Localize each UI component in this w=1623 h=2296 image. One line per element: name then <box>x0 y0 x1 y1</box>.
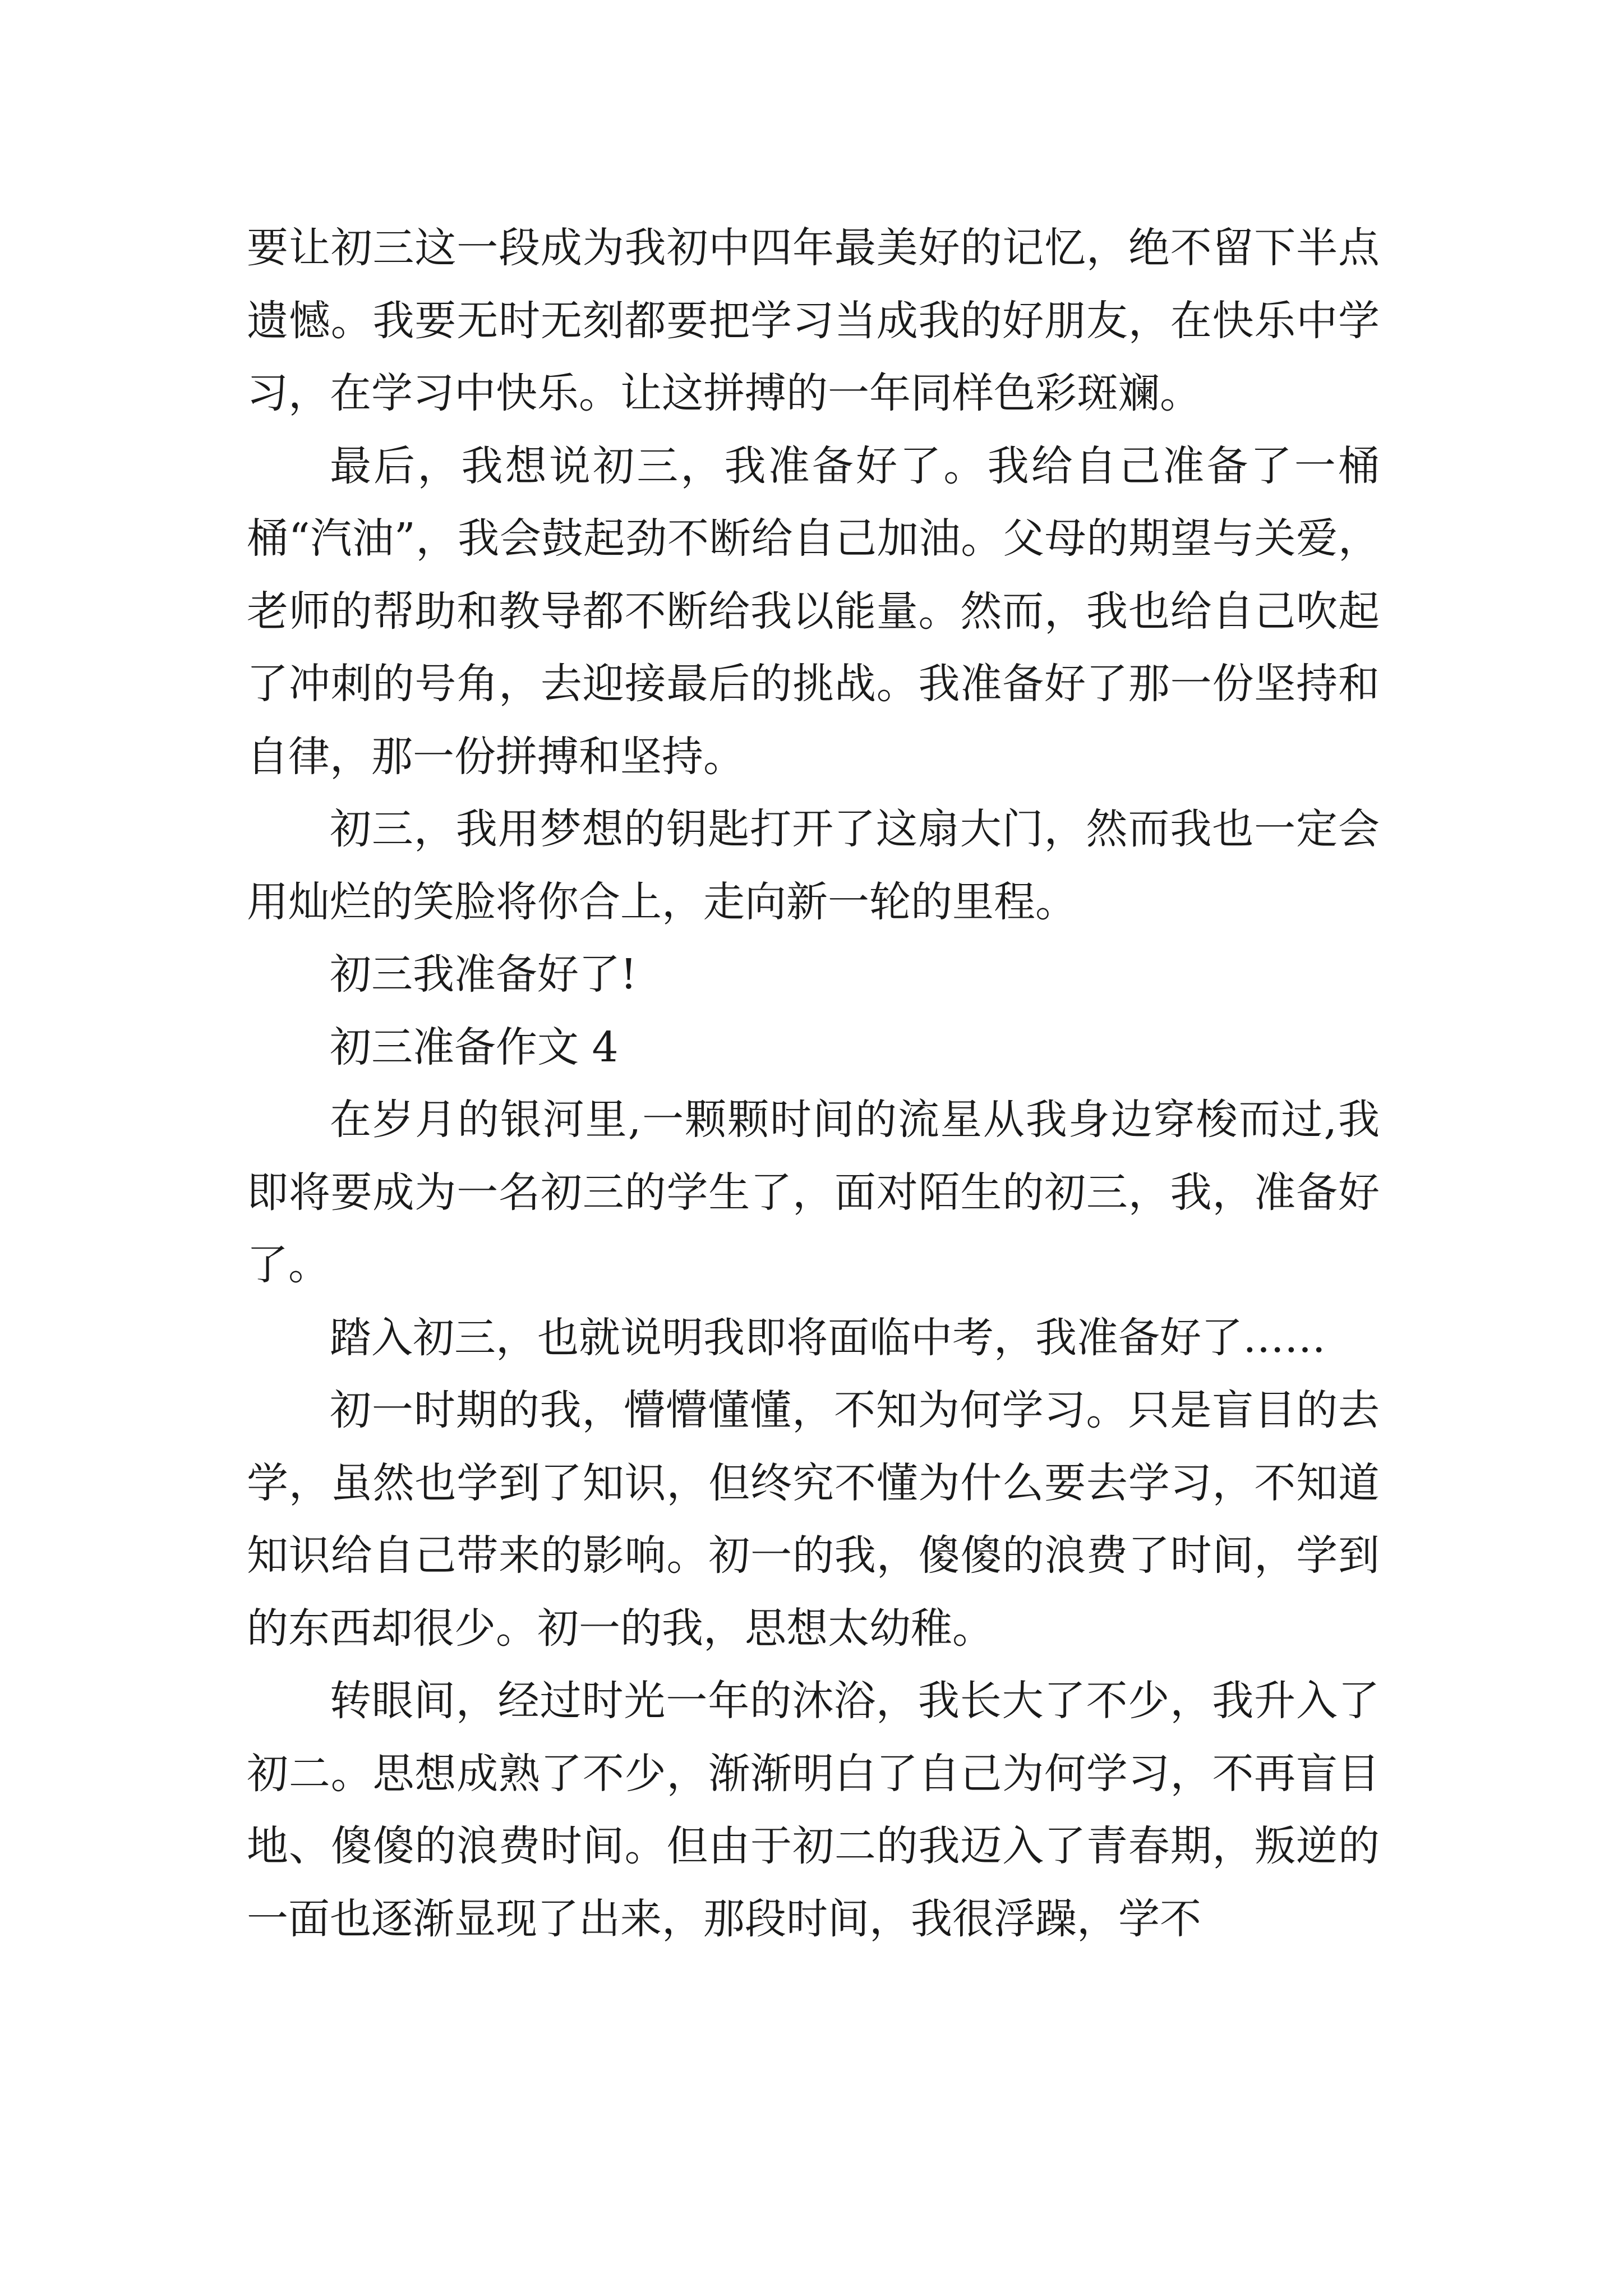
section-heading: 初三准备作文 4 <box>330 1023 619 1071</box>
paragraph: 转眼间，经过时光一年的沐浴，我长大了不少，我升入了初二。思想成熟了不少，渐渐明白了自己为何学习，不再盲目地、傻傻的浪费时间。但由于初二的我迈入了青春期，叛逆的一面也逐渐显现了出来，那段时间，我很浮躁，学不 <box>247 1677 1380 1943</box>
paragraph: 初三，我用梦想的钥匙打开了这扇大门，然而我也一定会用灿烂的笑脸将你合上，走向新一轮的里程。 <box>247 805 1380 926</box>
paragraph: 踏入初三，也就说明我即将面临中考，我准备好了…… <box>330 1313 1326 1362</box>
paragraph: 初一时期的我，懵懵懂懂，不知为何学习。只是盲目的去学，虽然也学到了知识，但终究不懂为什么要去学习，不知道知识给自己带来的影响。初一的我，傻傻的浪费了时间，学到的东西却很少。初一的我，思想太幼稚。 <box>247 1386 1380 1653</box>
paragraph: 要让初三这一段成为我初中四年最美好的记忆，绝不留下半点遗憾。我要无时无刻都要把学习当成我的好朋友，在快乐中学习，在学习中快乐。让这拼搏的一年同样色彩斑斓。 <box>247 224 1380 417</box>
paragraph: 在岁月的银河里,一颗颗时间的流星从我身边穿梭而过,我即将要成为一名初三的学生了，面对陌生的初三，我，准备好了。 <box>247 1096 1380 1289</box>
paragraph: 初三我准备好了! <box>330 950 637 999</box>
paragraph: 最后，我想说初三，我准备好了。我给自己准备了一桶桶“汽油”，我会鼓起劲不断给自己加油。父母的期望与关爱，老师的帮助和教导都不断给我以能量。然而，我也给自己吹起了冲刺的号角，去迎接最后的挑战。我准备好了那一份坚持和自律，那一份拼搏和坚持。 <box>247 441 1380 781</box>
essay-body <box>247 212 1380 1955</box>
